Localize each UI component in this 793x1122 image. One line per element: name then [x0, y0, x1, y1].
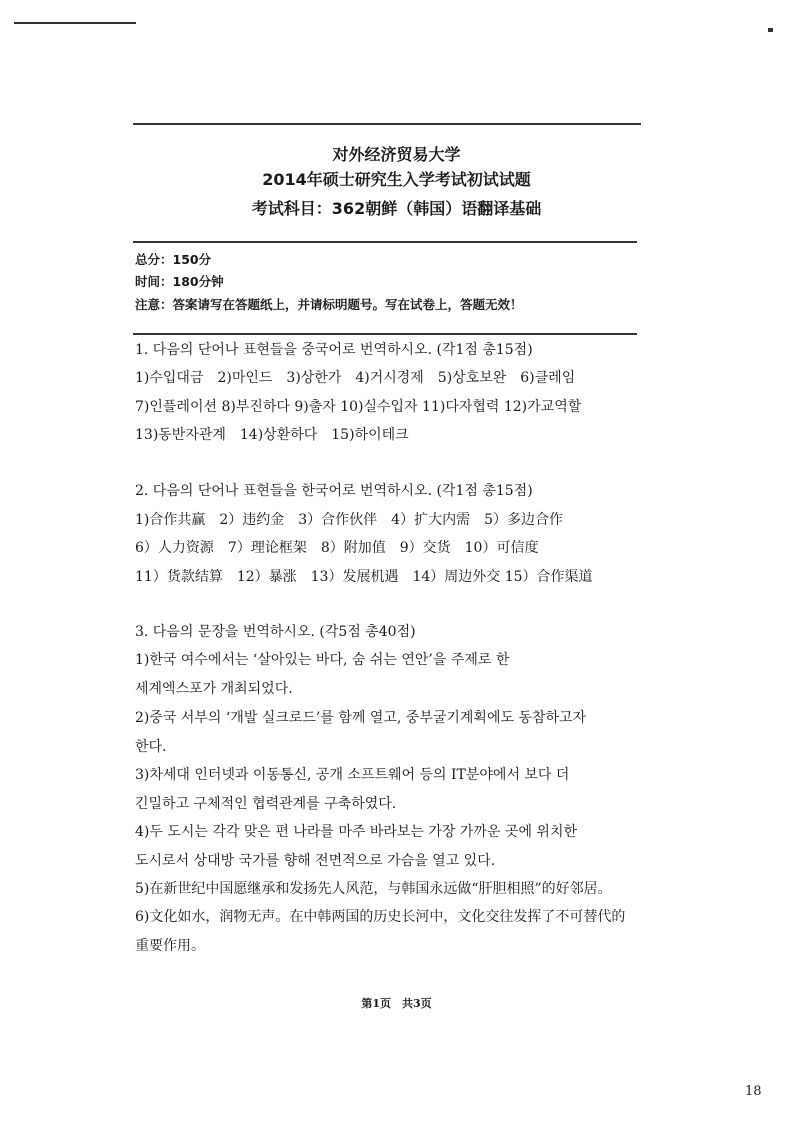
q3-line: 6)文化如水，润物无声。在中韩两国的历史长河中，文化交往发挥了不可替代的 — [135, 909, 626, 925]
q3-heading: 3. 다음의 문장을 번역하시오. (각5점 총40점) — [135, 624, 416, 640]
exam-notice: 注意：答案请写在答题纸上，并请标明题号。写在试卷上，答题无效！ — [135, 297, 523, 312]
q3-line: 4)두 도시는 각각 맞은 편 나라를 마주 바라보는 가장 가까운 곳에 위치한 — [135, 824, 577, 840]
subject-title: 考试科目：362朝鲜（韩国）语翻译基础 — [251, 199, 542, 218]
q3-line: 긴밀하고 구체적인 협력관계를 구축하였다. — [135, 796, 397, 812]
university-title: 对外经济贸易大学 — [332, 145, 461, 164]
sheet-number: 18 — [745, 1084, 762, 1099]
q2-line: 6）人力资源 7）理论框架 8）附加值 9）交货 10）可信度 — [135, 540, 539, 556]
corner-mark-line — [14, 22, 136, 24]
total-score: 总分：150分 — [135, 252, 212, 267]
q3-line: 1)한국 여수에서는 ‘살아있는 바다, 숨 쉬는 연안’을 주제로 한 — [135, 652, 510, 668]
q2-line: 11）货款结算 12）暴涨 13）发展机遇 14）周边外交 15）合作渠道 — [135, 569, 593, 585]
q2-heading: 2. 다음의 단어나 표현들을 한국어로 번역하시오. (각1점 총15점) — [135, 483, 533, 499]
q1-line: 1)수입대금 2)마인드 3)상한가 4)거시경제 5)상호보완 6)클레임 — [135, 370, 576, 386]
q2-line: 1)合作共赢 2）违约金 3）合作伙伴 4）扩大内需 5）多边合作 — [135, 512, 563, 528]
q3-line: 세계엑스포가 개최되었다. — [135, 681, 293, 697]
page-label: 第1页 共3页 — [361, 997, 432, 1010]
q1-heading: 1. 다음의 단어나 표현들을 중국어로 번역하시오. (각1점 총15점) — [135, 342, 533, 358]
q3-line: 한다. — [135, 739, 167, 755]
top-rule — [133, 123, 641, 125]
q3-line: 2)중국 서부의 ‘개발 실크로드’를 함께 열고, 중부굴기계획에도 동참하고자 — [135, 710, 587, 726]
q3-line: 도시로서 상대방 국가를 향해 전면적으로 가슴을 열고 있다. — [135, 853, 496, 869]
exam-title: 2014年硕士研究生入学考试初试试题 — [262, 170, 531, 189]
info-rule — [133, 333, 637, 335]
exam-time: 时间：180分钟 — [135, 274, 224, 289]
q3-line: 重要作用。 — [135, 938, 205, 954]
q3-line: 5)在新世纪中国愿继承和发扬先人风范，与韩国永远做“肝胆相照”的好邻居。 — [135, 881, 612, 897]
header-rule — [133, 241, 637, 243]
q3-line: 3)차세대 인터넷과 이동통신, 공개 소프트웨어 등의 IT분야에서 보다 더 — [135, 767, 570, 783]
q1-line: 13)동반자관계 14)상환하다 15)하이테크 — [135, 427, 409, 443]
q1-line: 7)인플레이션 8)부진하다 9)출자 10)실수입자 11)다자협력 12)가교역할 — [135, 399, 582, 415]
corner-mark-dot — [768, 28, 773, 32]
